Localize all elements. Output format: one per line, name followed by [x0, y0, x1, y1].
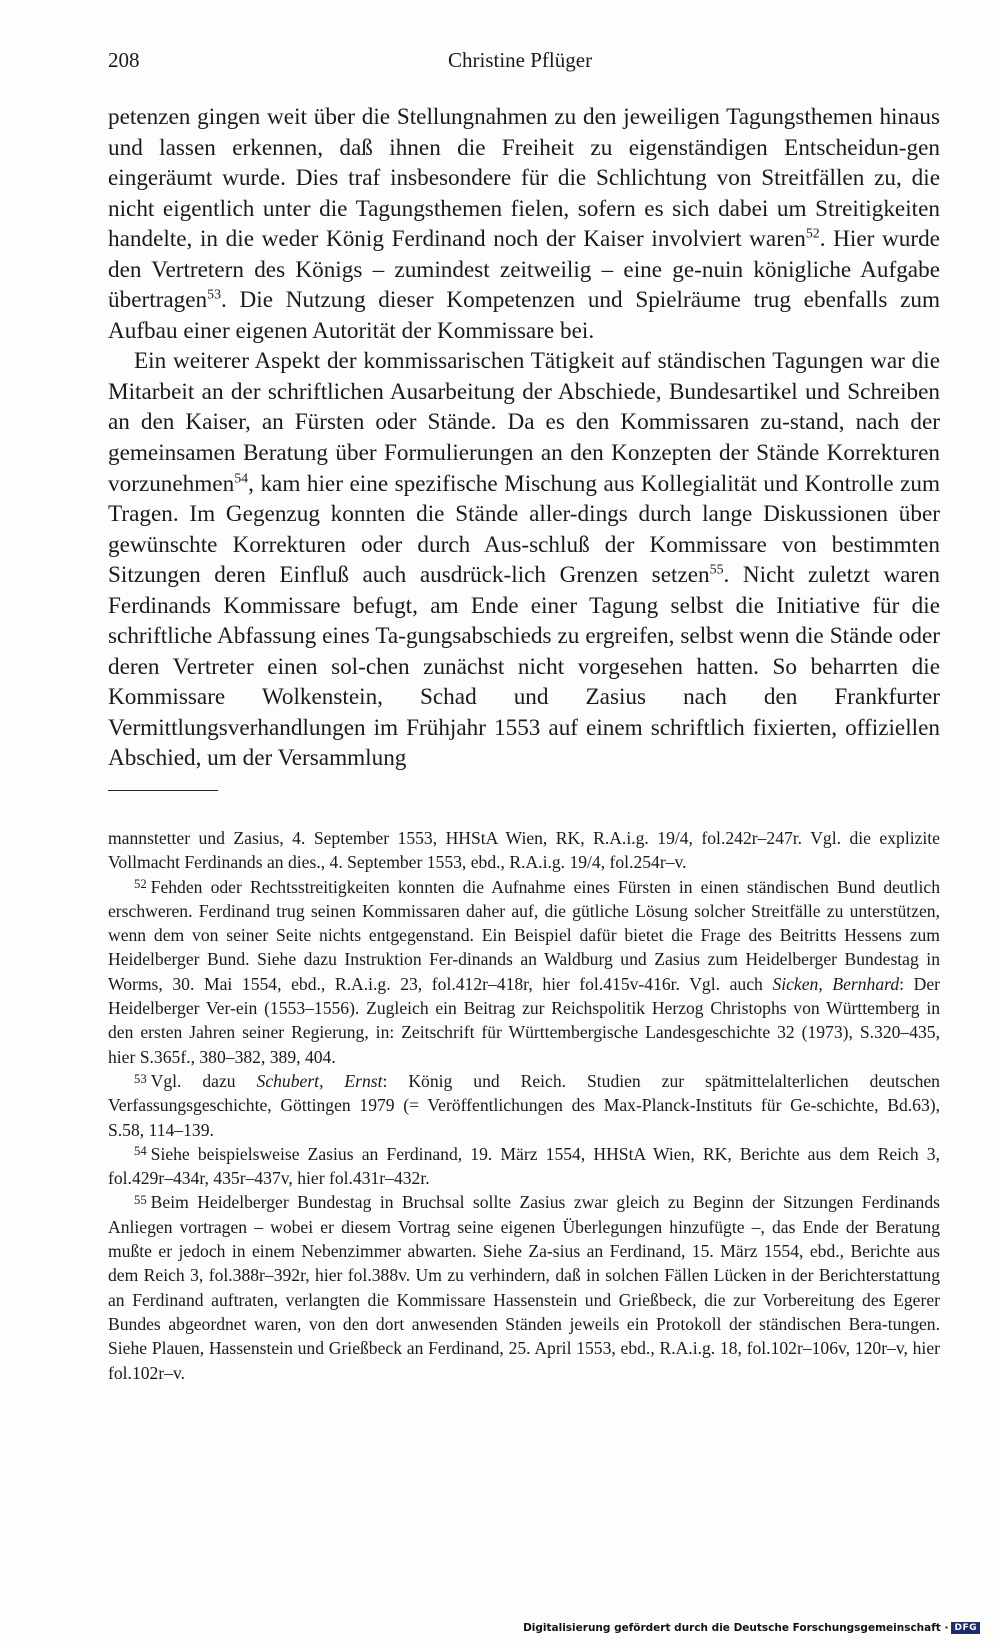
footnotes: [108, 826, 940, 1385]
body-paragraph: petenzen gingen weit über die Stellungnahmen zu den jeweiligen Tagungsthemen hinaus und lassen erkennen, daß ihnen die Freiheit zu eigenständigen Entscheidun-gen eingeräumt wurde. Dies traf insbesondere für die Schlichtung von Streitfällen zu, die nicht eigentlich unter die Tagungsthemen fielen, sofern es sich dabei um Streitigkeiten handelte, in die weder König Ferdinand noch der Kaiser involviert waren$^{52}$. Hier wurde den Vertretern des Königs – zumindest zeitweilig – eine ge-nuin königliche Aufgabe übertragen$^{53}$. Die Nutzung dieser Kompetenzen und Spielräume trug ebenfalls zum Aufbau einer eigenen Autorität der Kommissare bei.: [108, 104, 940, 344]
footnote-ref[interactable]: 53: [207, 287, 222, 303]
footnote-52: $^{52}$ Fehden oder Rechtsstreitigkeiten konnten die Aufnahme eines Fürsten in einen ständischen Bund deutlich erschweren. Ferdinand trug seinen Kommissaren daher auf, die gütliche Lösung solcher Streitfälle zu unterstützen, wenn dem von seiner Seite nichts entgegenstand. Ein Beispiel dafür bietet die Frage des Beitritts Hessens zum Heidelberger Bund. Siehe dazu Instruktion Fer-dinands an Waldburg und Zasius zum Heidelberger Bundestag in Worms, 30. Mai 1554, ebd., R.A.i.g. 23, fol.412r–418r, hier fol.415v-416r. Vgl. auch Sicken, Bernhard: Der Heidelberger Ver-ein (1553–1556). Zugleich ein Beitrag zur Reichspolitik Herzog Christophs von Württemberg in den ersten Jahren seiner Regierung, in: Zeitschrift für Württembergische Landesgeschichte 32 (1973), S.320–435, hier S.365f., 380–382, 389, 404.: [108, 876, 941, 1067]
dfg-logo: DFG: [951, 1622, 980, 1634]
page-header: [108, 48, 940, 78]
footnote-ref[interactable]: 52: [805, 226, 820, 242]
footnote-ref[interactable]: 55: [709, 562, 724, 578]
footnote-number: 54: [134, 1144, 147, 1159]
footnote-number: 55: [134, 1193, 147, 1208]
footnote-number: 52: [134, 877, 147, 892]
footnote-54: $^{54}$ Siehe beispielsweise Zasius an Ferdinand, 19. März 1554, HHStA Wien, RK, Berichte aus dem Reich 3, fol.429r–434r, 435r–437v, hier fol.431r–432r.: [108, 1143, 940, 1189]
cited-author: Schubert, Ernst: [256, 1070, 383, 1091]
footnote-55: $^{55}$ Beim Heidelberger Bundestag in Bruchsal sollte Zasius zwar gleich zu Beginn der Sitzungen Ferdinands Anliegen vortragen – wobei er diesem Vortrag seine eigenen Überlegungen hinzufügte –, das Ende der Beratung mußte er jedoch in einem Nebenzimmer abwarten. Siehe Za-sius an Ferdinand, 15. März 1554, ebd., Berichte aus dem Reich 3, fol.388r–392r, hier fol.388v. Um zu verhindern, daß in solchen Fällen Lücken in der Berichterstattung an Ferdinand auftraten, verlangten die Kommissare Hassenstein und Grießbeck, die zur Vorbereitung des Egerer Bundes abgeordnet waren, von den dort anwesenden Ständen jeweils ein Protokoll der ständischen Bera-tungen. Siehe Plauen, Hassenstein und Grießbeck an Ferdinand, 25. April 1553, ebd., R.A.i.g. 18, fol.102r–106v, 120r–v, hier fol.102r–v.: [108, 1192, 940, 1383]
main-text: [108, 102, 940, 774]
credit-text: Digitalisierung gefördert durch die Deutsche Forschungsgemeinschaft ·: [523, 1622, 949, 1634]
footnote-53: $^{53}$ Vgl. dazu Schubert, Ernst: König und Reich. Studien zur spätmittelalterlichen deutschen Verfassungsgeschichte, Göttingen 1979 (= Veröffentlichungen des Max-Planck-Instituts für Ge-schichte, Bd.63), S.58, 114–139.: [108, 1070, 940, 1140]
body-paragraph: Ein weiterer Aspekt der kommissarischen Tätigkeit auf ständischen Tagungen war die Mitarbeit an der schriftlichen Ausarbeitung der Abschiede, Bundesartikel und Schreiben an den Kaiser, an Fürsten oder Stände. Da es den Kommissaren zu-stand, nach der gemeinsamen Beratung über Formulierungen an den Konzepten der Stände Korrekturen vorzunehmen$^{54}$, kam hier eine spezifische Mischung aus Kollegialität und Kontrolle zum Tragen. Im Gegenzug konnten die Stände aller-dings durch lange Diskussionen über gewünschte Korrekturen oder durch Aus-schluß der Kommissare von bestimmten Sitzungen deren Einfluß auch ausdrück-lich Grenzen setzen$^{55}$. Nicht zuletzt waren Ferdinands Kommissare befugt, am Ende einer Tagung selbst die Initiative für die schriftliche Abfassung eines Ta-gungsabschieds zu ergreifen, selbst wenn die Stände oder deren Vertreter einen sol-chen zunächst nicht vorgesehen hatten. So beharrten die Kommissare Wolkenstein, Schad und Zasius nach den Frankfurter Vermittlungsverhandlungen im Frühjahr 1553 auf einem schriftlich fixierten, offiziellen Abschied, um der Versammlung: [108, 348, 940, 772]
footnote-divider: [108, 790, 218, 791]
digitization-credit: [523, 1622, 980, 1634]
page-number: 208: [108, 48, 140, 72]
footnote-continuation: mannstetter und Zasius, 4. September 1553, HHStA Wien, RK, R.A.i.g. 19/4, fol.242r–247r. Vgl. die explizite Vollmacht Ferdinands an dies., 4. September 1553, ebd., R.A.i.g. 19/4, fol.254r–v.: [108, 828, 940, 873]
footnote-number: 53: [134, 1071, 147, 1086]
footnote-ref[interactable]: 54: [234, 471, 249, 487]
cited-author: Sicken, Bernhard: [772, 973, 900, 994]
running-head: Christine Pflüger: [448, 48, 593, 72]
